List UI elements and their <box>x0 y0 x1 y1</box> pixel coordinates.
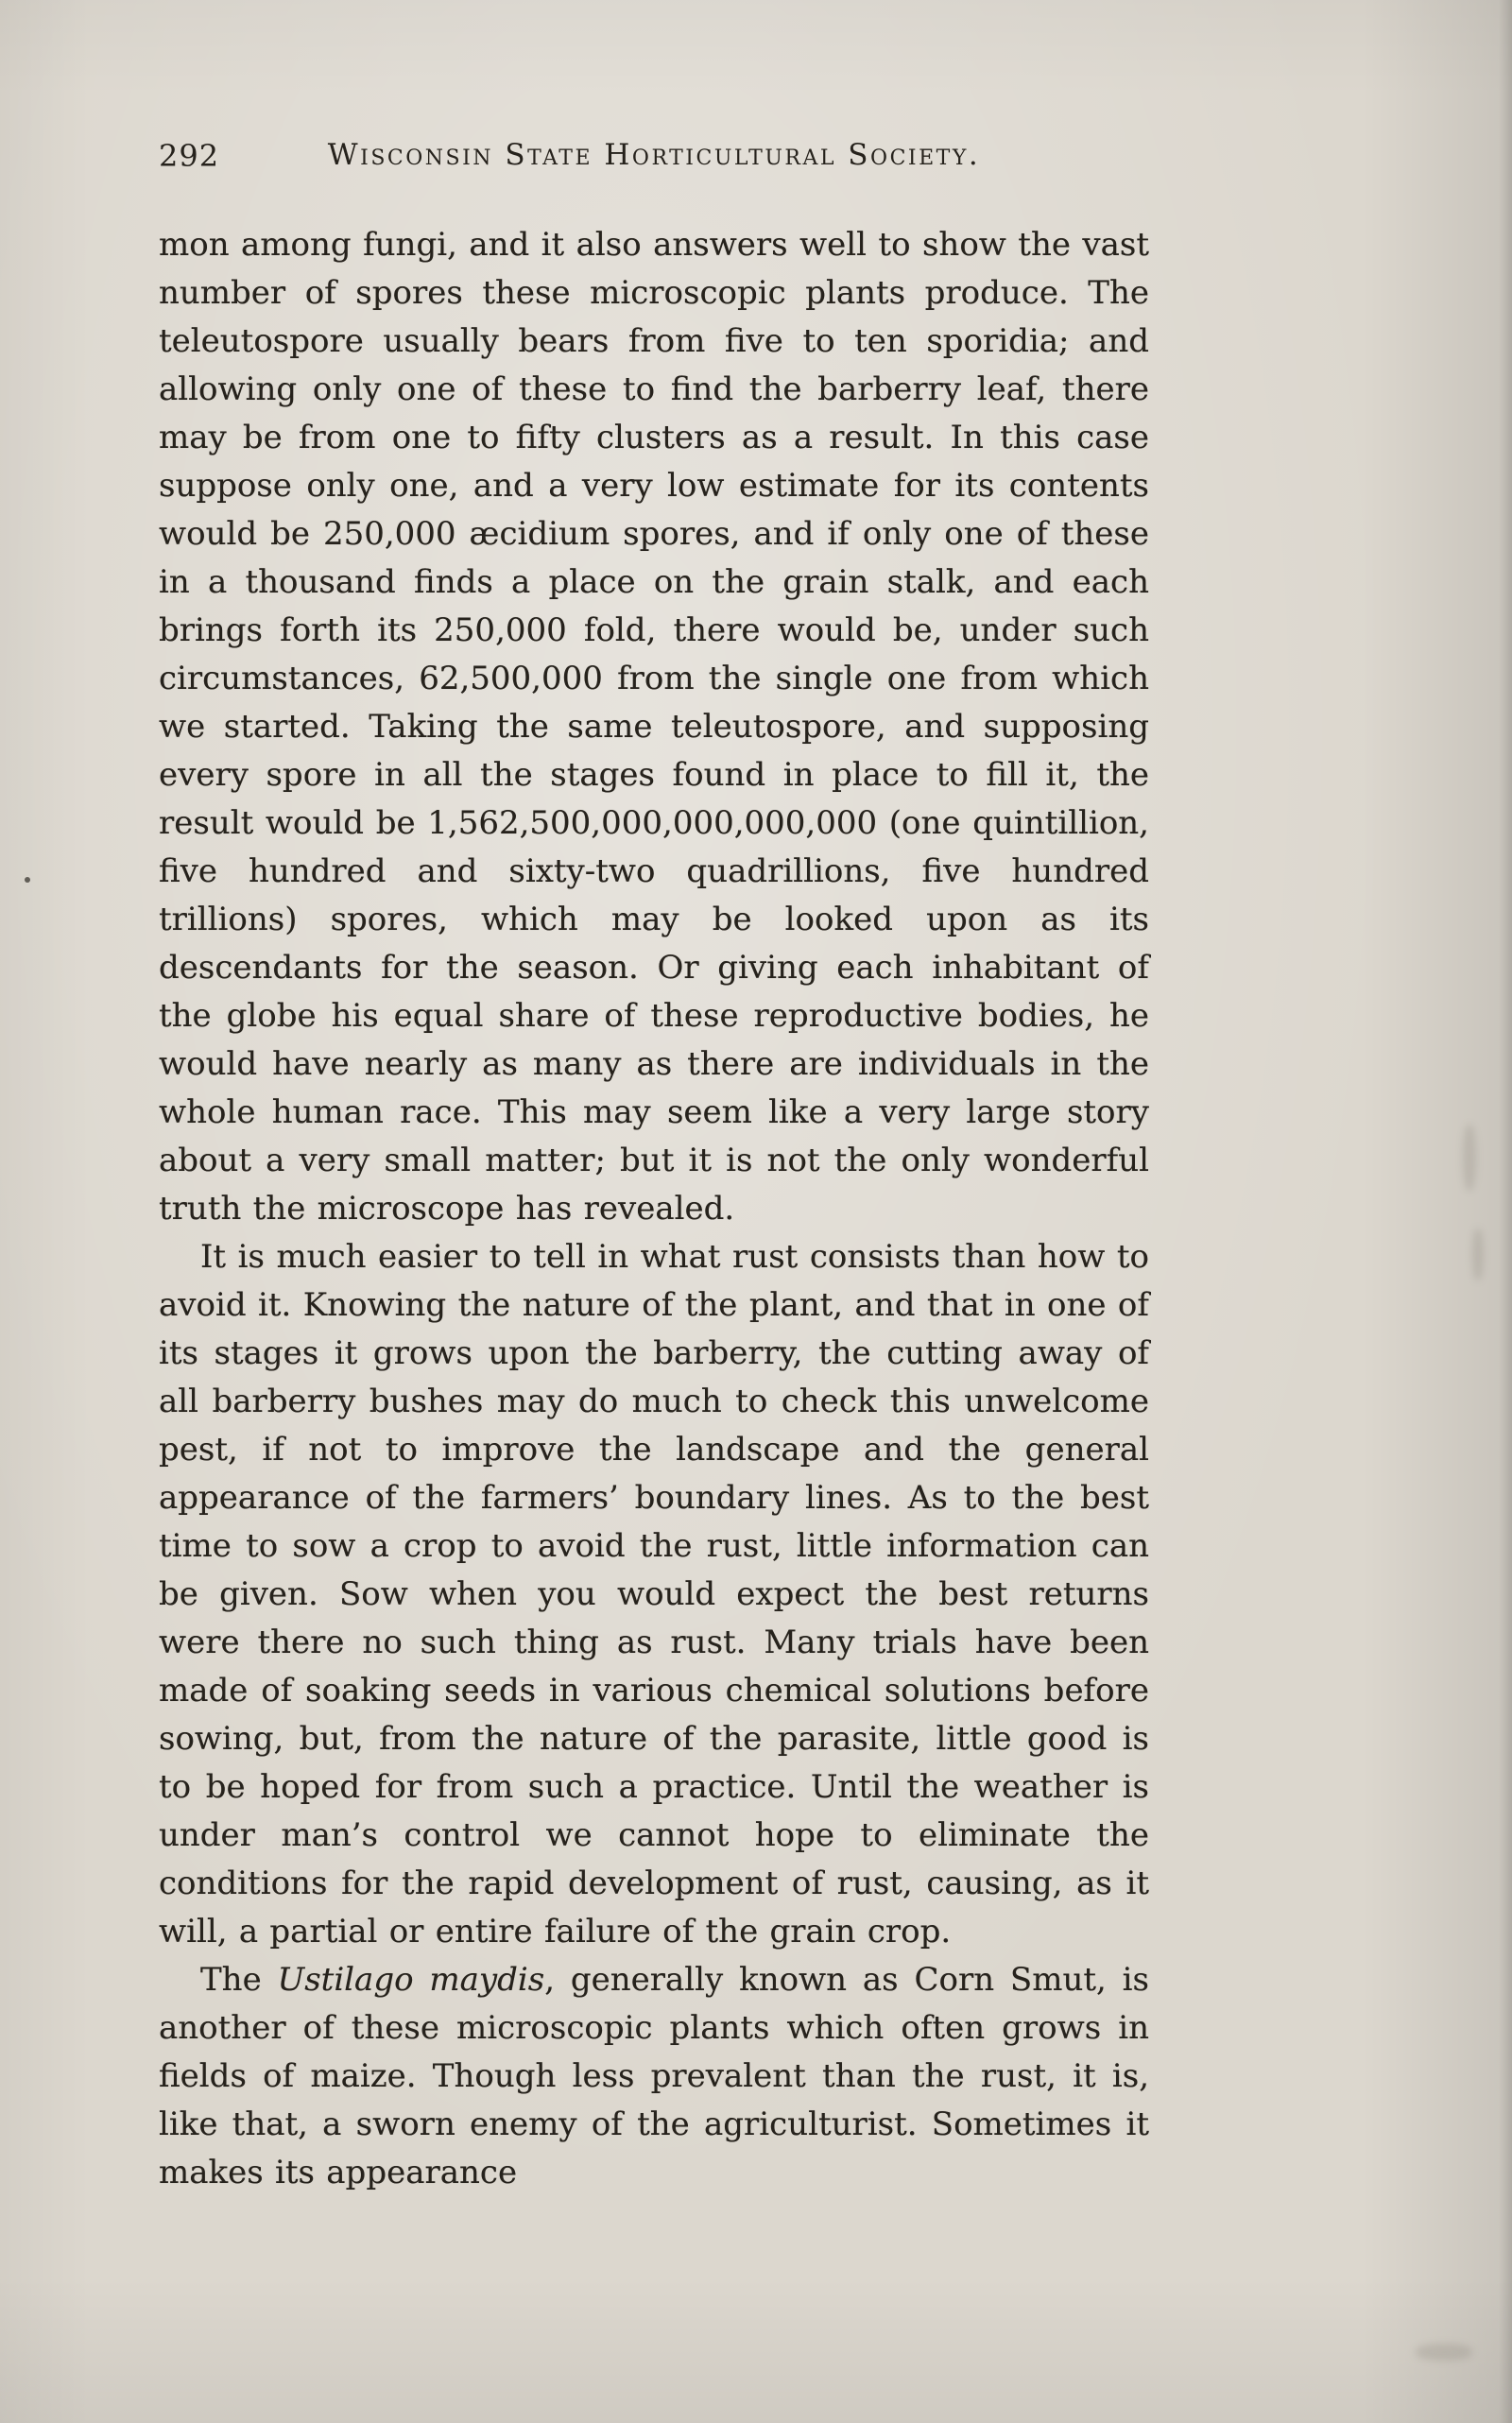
page-edge-shadow <box>1499 0 1512 2423</box>
italic-text: Ustilago maydis <box>277 1961 545 1999</box>
scan-smudge <box>1416 2344 1472 2361</box>
page-body <box>159 221 1149 2197</box>
page-header <box>159 138 1149 178</box>
paragraph <box>159 1956 1149 2197</box>
running-header: Wisconsin State Horticultural Society. <box>327 138 981 172</box>
text-segment: mon among fungi, and it also answers well to show the vast number of spores these microscopic plants produce. The teleutospore usually bears from five to ten sporidia; and allowing only one of these to find the barberry leaf, there may be from one to fifty clusters as a result. In this case suppose only one, and a very low estimate for its contents would be 250,000 æcidium spores, and if only one of these in a thousand finds a place on the grain stalk, and each brings forth its 250,000 fold, there would be, under such circumstances, 62,500,000 from the single one from which we started. Taking the same teleutospore, and supposing every spore in all the stages found in place to fill it, the result would be 1,562,500,000,000,000,000 (one quintillion, five hundred and sixty-two quadrillions, five hundred trillions) spores, which may be looked upon as its descendants for the season. Or giving each inhabitant of the globe his equal share of these reproductive bodies, he would have nearly as many as there are individuals in the whole human race. This may seem like a very large story about a very small matter; but it is not the only wonderful truth the microscope has revealed. <box>159 226 1149 1228</box>
text-segment: It is much easier to tell in what rust consists than how to avoid it. Knowing the nature of the plant, and that in one of its stages it grows upon the barberry, the cutting away of all barberry bushes may do much to check this unwelcome pest, if not to improve the landscape and the general appearance of the farmers’ boundary lines. As to the best time to sow a crop to avoid the rust, little information can be given. Sow when you would expect the best returns were there no such thing as rust. Many trials have been made of soaking seeds in various chemical solutions before sowing, but, from the nature of the parasite, little good is to be hoped for from such a practice. Until the weather is under man’s control we cannot hope to eliminate the conditions for the rapid development of rust, causing, as it will, a partial or entire failure of the grain crop. <box>159 1238 1149 1950</box>
text-segment: , generally known as Corn Smut, is another of these microscopic plants which often grows in fields of maize. Though less prevalent than the rust, it is, like that, a sworn enemy of the agriculturist. Sometimes it makes its appearance <box>159 1961 1149 2191</box>
page-number: 292 <box>159 138 220 174</box>
page-content <box>159 138 1149 2197</box>
paragraph <box>159 1233 1149 1956</box>
scan-smudge <box>1463 1125 1476 1191</box>
text-segment: The <box>200 1961 278 1999</box>
scan-speck <box>25 877 30 883</box>
paragraph <box>159 221 1149 1233</box>
scan-smudge <box>1472 1229 1484 1280</box>
